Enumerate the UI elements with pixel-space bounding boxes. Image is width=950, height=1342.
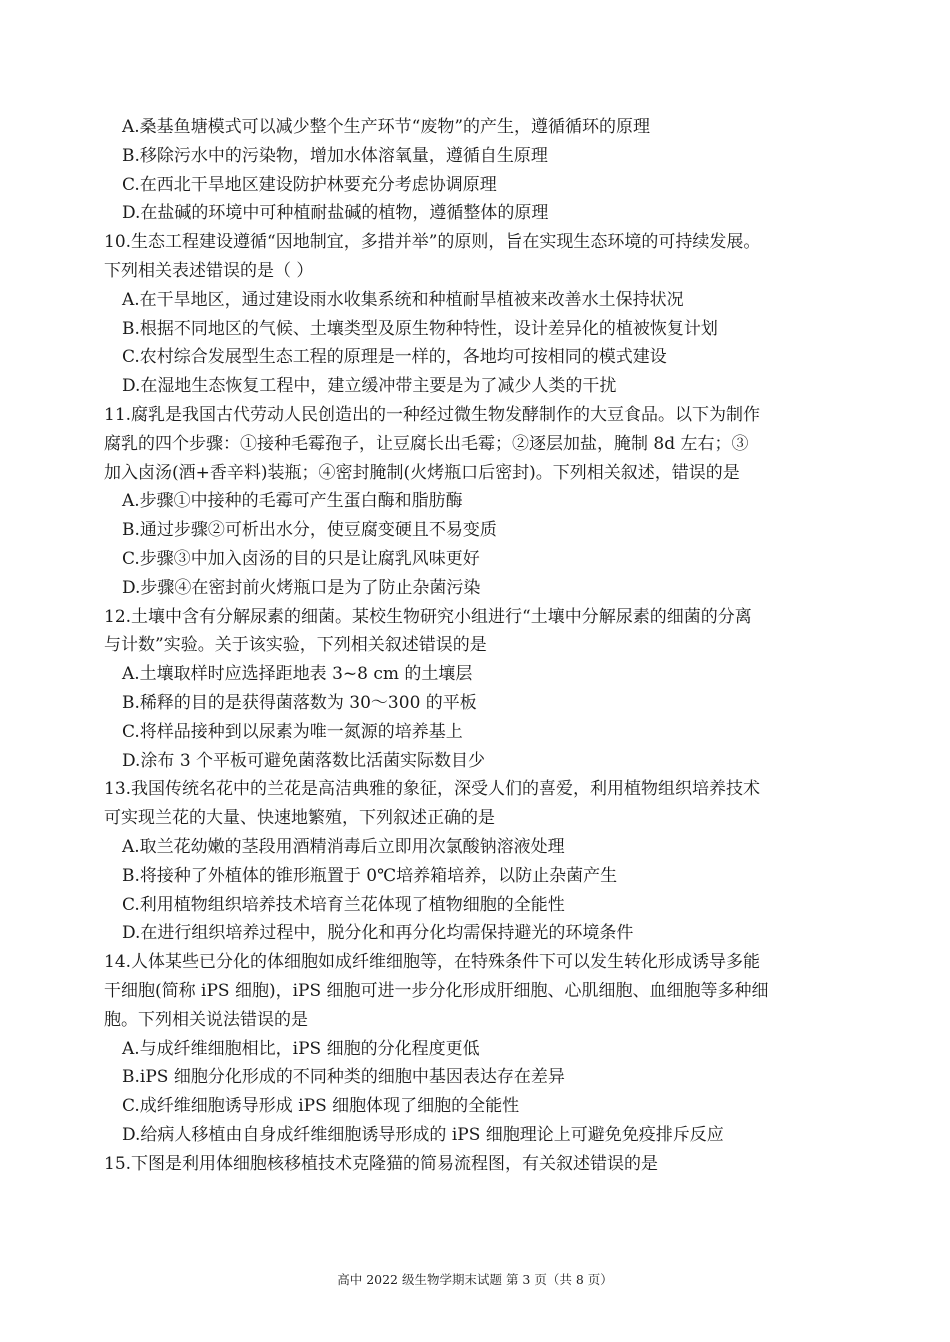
q14-option-a: A.与成纤维细胞相比，iPS 细胞的分化程度更低 <box>122 1038 480 1059</box>
q14-option-b: B.iPS 细胞分化形成的不同种类的细胞中基因表达存在差异 <box>122 1067 565 1088</box>
q14-stem-line-2: 干细胞(简称 iPS 细胞)，iPS 细胞可进一步分化形成肝细胞、心肌细胞、血细胞等多种细 <box>104 980 769 1001</box>
q9-option-b: B.移除污水中的污染物，增加水体溶氧量，遵循自生原理 <box>122 145 548 166</box>
q11-option-d: D.步骤④在密封前火烤瓶口是为了防止杂菌污染 <box>122 577 481 598</box>
q13-option-d: D.在进行组织培养过程中，脱分化和再分化均需保持避光的环境条件 <box>122 923 634 944</box>
q14-stem-line-1: 14.人体某些已分化的体细胞如成纤维细胞等，在特殊条件下可以发生转化形成诱导多能 <box>104 952 761 973</box>
q10-option-a: A.在干旱地区，通过建设雨水收集系统和种植耐旱植被来改善水土保持状况 <box>122 289 684 310</box>
q12-option-a: A.土壤取样时应选择距地表 3~8 cm 的土壤层 <box>122 664 473 685</box>
q13-option-b: B.将接种了外植体的锥形瓶置于 0℃培养箱培养，以防止杂菌产生 <box>122 865 618 886</box>
question-content <box>104 113 864 1178</box>
q11-stem-line-2: 腐乳的四个步骤：①接种毛霉孢子，让豆腐长出毛霉；②逐层加盐，腌制 8d 左右；③ <box>104 433 749 454</box>
q15-stem-line-1: 15.下图是利用体细胞核移植技术克隆猫的简易流程图，有关叙述错误的是 <box>104 1153 659 1174</box>
q11-stem-line-3: 加入卤汤(酒+香辛料)装瓶；④密封腌制(火烤瓶口后密封)。下列相关叙述，错误的是 <box>104 462 740 483</box>
q12-option-b: B.稀释的目的是获得菌落数为 30～300 的平板 <box>122 692 477 713</box>
q10-stem-line-1: 10.生态工程建设遵循“因地制宜，多措并举”的原则，旨在实现生态环境的可持续发展。 <box>104 232 761 253</box>
q12-stem-line-1: 12.土壤中含有分解尿素的细菌。某校生物研究小组进行“土壤中分解尿素的细菌的分离 <box>104 606 752 627</box>
q10-option-d: D.在湿地生态恢复工程中，建立缓冲带主要是为了减少人类的干扰 <box>122 376 617 397</box>
page-footer: 高中 2022 级生物学期末试题 第 3 页（共 8 页） <box>337 1272 613 1287</box>
q13-option-a: A.取兰花幼嫩的茎段用酒精消毒后立即用次氯酸钠溶液处理 <box>122 836 565 857</box>
q10-stem-line-2: 下列相关表述错误的是（ ） <box>104 260 314 281</box>
q11-option-b: B.通过步骤②可析出水分，使豆腐变硬且不易变质 <box>122 520 497 541</box>
q13-option-c: C.利用植物组织培养技术培育兰花体现了植物细胞的全能性 <box>122 894 565 915</box>
q14-stem-line-3: 胞。下列相关说法错误的是 <box>104 1009 308 1030</box>
q13-stem-line-2: 可实现兰花的大量、快速地繁殖，下列叙述正确的是 <box>104 808 495 829</box>
q9-option-a: A.桑基鱼塘模式可以减少整个生产环节“废物”的产生，遵循循环的原理 <box>122 117 651 137</box>
q12-stem-line-2: 与计数”实验。关于该实验，下列相关叙述错误的是 <box>104 635 487 656</box>
q10-option-b: B.根据不同地区的气候、土壤类型及原生物种特性，设计差异化的植被恢复计划 <box>122 318 718 339</box>
q10-option-c: C.农村综合发展型生态工程的原理是一样的，各地均可按相同的模式建设 <box>122 347 667 368</box>
q9-option-d: D.在盐碱的环境中可种植耐盐碱的植物，遵循整体的原理 <box>122 203 549 224</box>
q13-stem-line-1: 13.我国传统名花中的兰花是高洁典雅的象征，深受人们的喜爱，利用植物组织培养技术 <box>104 779 761 800</box>
q14-option-c: C.成纤维细胞诱导形成 iPS 细胞体现了细胞的全能性 <box>122 1096 520 1117</box>
q9-option-c: C.在西北干旱地区建设防护林要充分考虑协调原理 <box>122 174 497 195</box>
q14-option-d: D.给病人移植由自身成纤维细胞诱导形成的 iPS 细胞理论上可避免免疫排斥反应 <box>122 1124 724 1145</box>
q12-option-c: C.将样品接种到以尿素为唯一氮源的培养基上 <box>122 721 463 742</box>
q11-option-a: A.步骤①中接种的毛霉可产生蛋白酶和脂肪酶 <box>122 491 463 512</box>
q11-option-c: C.步骤③中加入卤汤的目的只是让腐乳风味更好 <box>122 548 480 569</box>
q11-stem-line-1: 11.腐乳是我国古代劳动人民创造出的一种经过微生物发酵制作的大豆食品。以下为制作 <box>104 404 761 425</box>
q12-option-d: D.涂布 3 个平板可避免菌落数比活菌实际数目少 <box>122 750 486 771</box>
